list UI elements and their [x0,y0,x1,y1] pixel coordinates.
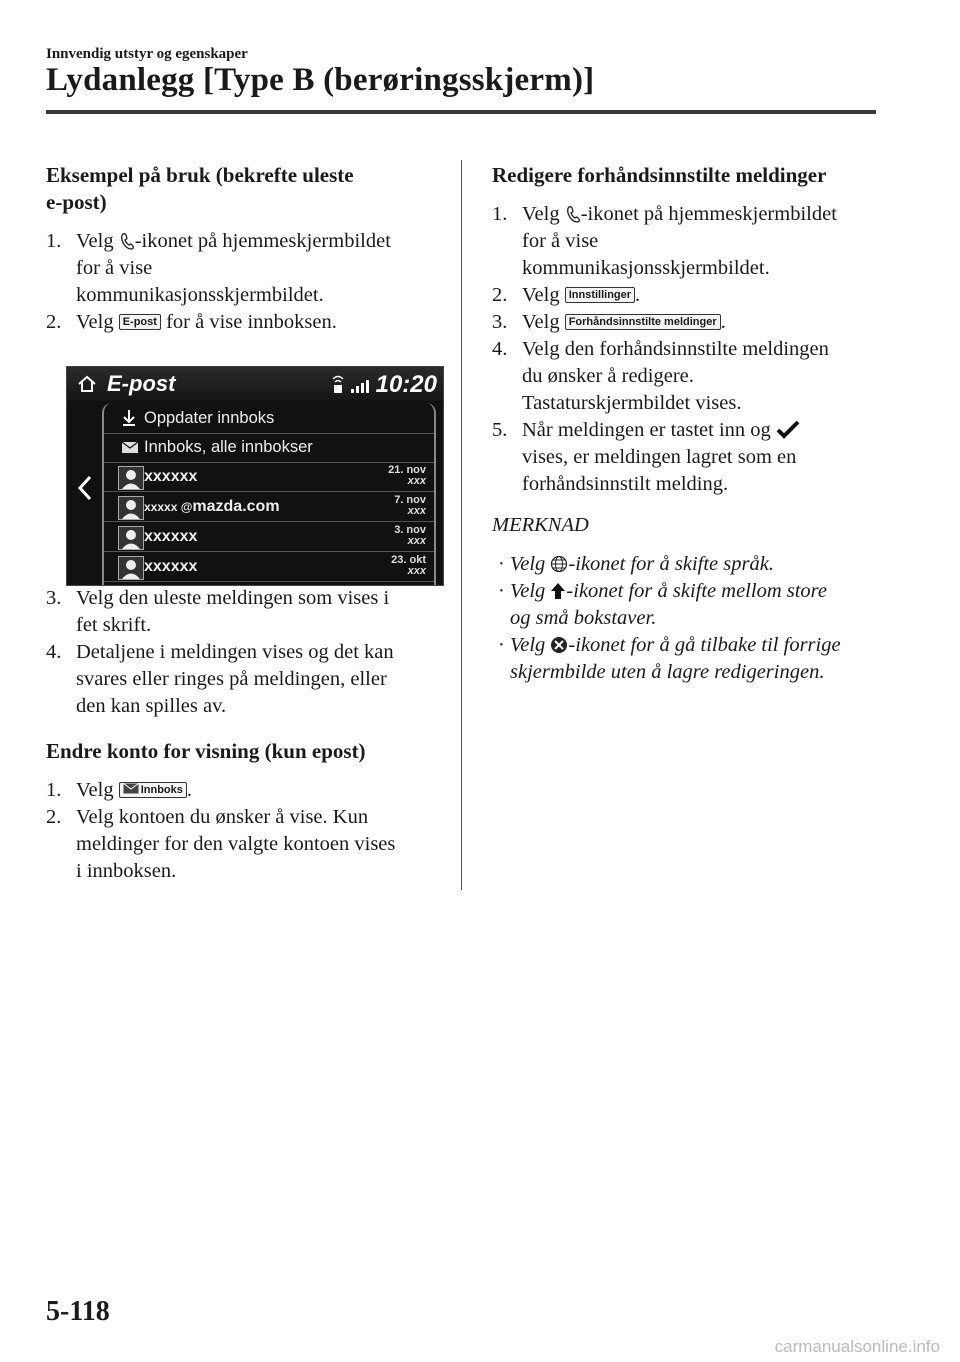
gap [46,720,436,738]
cancel-icon [550,636,568,654]
step-2: 2. Velg Innstillinger . [492,284,641,306]
message-date: 23. okt xxx [391,554,426,577]
step-1: 1. Velg -ikonet på hjemmeskjermbildet for å vise kommunikasjonsskjermbildet. [492,203,837,279]
shift-arrow-icon [550,582,566,600]
screen-clock: 10:20 [375,371,437,398]
heading-change-account: Endre konto for visning (kun epost) [46,739,366,763]
globe-icon [550,555,568,573]
update-inbox-row[interactable] [104,405,434,434]
message-date: 21. nov xxx [388,464,426,487]
step-4: 4. Velg den forhåndsinnstilte meldingen du ønsker å redigere. Tastaturskjermbildet vises. [492,338,829,414]
message-sender: xxxxxx [144,528,198,545]
e-post-button[interactable]: E-post [119,314,161,330]
message-sender: xxxxxx [144,558,198,575]
watermark: carmanualsonline.info [774,1337,940,1356]
steps-edit-preset [492,201,882,498]
message-row[interactable] [104,523,434,552]
column-divider [461,160,462,890]
screen-title: E-post [107,371,176,396]
message-row[interactable] [104,553,434,582]
note-item: · Velg -ikonet for å skifte mellom store og små bokstaver. [498,580,827,629]
contact-avatar-icon [118,496,144,520]
step-2: 2. Velg kontoen du ønsker å vise. Kun meldinger for den valgte kontoen vises i innboksen. [46,806,396,882]
envelope-icon [122,442,138,453]
heading-example-use: Eksempel på bruk (bekrefte uleste e-post) [46,163,354,214]
message-sender: xxxxxx [144,468,198,485]
step-2: 2. Velg E-post for å vise innboksen. [46,311,337,333]
steps-example-use [46,228,436,336]
preset-messages-button[interactable]: Forhåndsinnstilte meldinger [565,314,721,330]
inbox-panel [102,403,436,585]
contact-avatar-icon [118,556,144,580]
section-label: Innvendig utstyr og egenskaper [46,46,248,62]
step-1: 1. Velg -ikonet på hjemmeskjermbildet for å vise kommunikasjonsskjermbildet. [46,230,391,306]
steps-example-use-cont [46,585,436,720]
innboks-button[interactable]: Innboks [119,782,187,798]
note-item: · Velg -ikonet for å skifte språk. [498,553,774,575]
communication-icon [565,205,581,223]
inbox-selector-row[interactable] [104,434,434,463]
page-number: 5-118 [46,1296,110,1327]
notes-list [492,551,882,686]
contact-avatar-icon [118,526,144,550]
steps-change-account [46,777,436,885]
screen-status-bar [67,367,443,401]
chevron-left-icon[interactable] [77,475,93,501]
step-4: 4. Detaljene i meldingen vises og det kan svares eller ringes på meldingen, eller den kan spilles av. [46,641,394,717]
email-inbox-screenshot [66,366,444,586]
inbox-selector-label: Innboks, alle innbokser [144,438,313,456]
note-label: MERKNAD [492,514,589,536]
message-row[interactable] [104,463,434,492]
note-item: · Velg -ikonet for å gå tilbake til forrige skjermbilde uten å lagre redigeringen. [498,634,841,683]
step-5: 5. Når meldingen er tastet inn og vises, er meldingen lagret som en forhåndsinnstilt melding. [492,417,882,498]
checkmark-icon [776,419,800,439]
step-1: 1. Velg Innboks . [46,779,192,801]
communication-icon [119,232,135,250]
step-3: 3. Velg Forhåndsinnstilte meldinger . [492,311,726,333]
page-title: Lydanlegg [Type B (berøringsskjerm)] [46,62,595,98]
step-3: 3. Velg den uleste meldingen som vises i fet skrift. [46,587,390,636]
message-date: 3. nov xxx [394,524,426,547]
title-rule [46,110,876,114]
signal-icon [329,373,371,395]
download-icon [122,409,136,427]
settings-button[interactable]: Innstillinger [565,287,635,303]
right-column [492,162,882,686]
message-sender: xxxxx @mazda.com [144,498,280,515]
message-date: 7. nov xxx [394,494,426,517]
home-icon [77,375,97,393]
envelope-icon [123,783,139,794]
update-inbox-label: Oppdater innboks [144,409,275,427]
message-row[interactable] [104,493,434,522]
heading-edit-preset: Redigere forhåndsinnstilte meldinger [492,163,827,187]
contact-avatar-icon [118,466,144,490]
